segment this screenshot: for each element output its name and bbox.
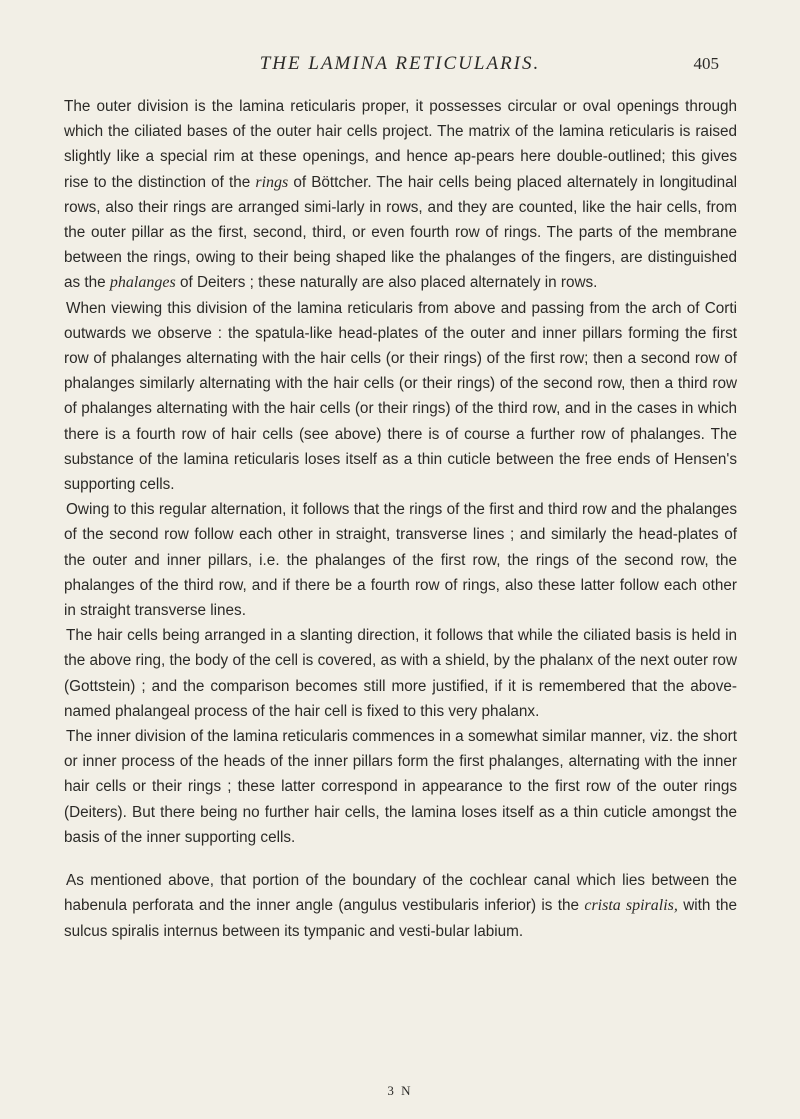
paragraph-6-text-b: with the sulcus spiralis internus between its tympanic and vesti-bular labium. <box>64 897 738 940</box>
paragraph-1-text-b: of Böttcher. The hair cells being placed alternately in longitudinal rows, also their rings are arranged simi-larly in rows, and they are counted, like the hair cells, from the outer pillar as the first, second, third, or even fourth row of rings. The parts of the membrane between the rings, owing to their being shaped like the phalanges of the fingers, are distinguished as the <box>64 173 737 292</box>
paragraph-2: When viewing this division of the lamina reticularis from above and passing from the arch of Corti outwards we observe : the spatula-like head-plates of the outer and inner pillars forming the first row of phalanges alternating with the hair cells (or their rings) of the first row; then a second row of phalanges similarly alternating with the hair cells (or their rings) of the second row, then a third row of phalanges alternating with the hair cells (or their rings) of the third row, and in the cases in which there is a fourth row of hair cells (see above) there is of course a further row of phalanges. The substance of the lamina reticularis loses itself as a thin cuticle between the free ends of Hensen's supporting cells. <box>64 299 737 494</box>
printer-signature: 3 N <box>387 1083 413 1098</box>
paragraph-1 <box>64 94 737 296</box>
term-crista-spiralis: crista spiralis, <box>584 897 678 915</box>
term-rings: rings <box>255 173 289 191</box>
paragraph-1-text-a: The outer division is the lamina reticularis proper, it possesses circular or oval openings through which the ciliated bases of the outer hair cells project. The matrix of the lamina reticularis is raised slightly like a special rim at these openings, and hence ap-pears here double-outlined; this gives rise to the distinction of the <box>64 98 737 191</box>
body-text <box>64 94 737 944</box>
page-header <box>0 51 800 81</box>
paragraph-5: The inner division of the lamina reticularis commences in a somewhat similar manner, viz. the short or inner process of the heads of the inner pillars form the first phalanges, alternating with the inner hair cells or their rings ; these latter correspond in appearance to the first row of the outer rings (Deiters). But there being no further hair cells, the lamina loses itself as a thin cuticle amongst the basis of the inner supporting cells. <box>64 728 737 846</box>
paragraph-4: The hair cells being arranged in a slanting direction, it follows that while the ciliated basis is held in the above ring, the body of the cell is covered, as with a shield, by the phalanx of the next outer row (Gottstein) ; and the comparison becomes still more justified, if it is remembered that the above-named phalangeal process of the hair cell is fixed to this very phalanx. <box>64 627 737 720</box>
page-number: 405 <box>693 54 719 73</box>
paragraph-6-text-a: As mentioned above, that portion of the boundary of the cochlear canal which lies between the habenula perforata and the inner angle (angulus vestibularis inferior) is the <box>64 872 737 915</box>
paragraph-6 <box>64 868 737 944</box>
paragraph-1-text-c: of Deiters ; these naturally are also placed alternately in rows. <box>175 274 598 292</box>
term-phalanges: phalanges <box>109 274 176 292</box>
running-title: THE LAMINA RETICULARIS. <box>259 53 541 74</box>
paragraph-3: Owing to this regular alternation, it follows that the rings of the first and third row and the phalanges of the second row follow each other in straight, transverse lines ; and similarly the head-plates of the outer and inner pillars, i.e. the phalanges of the first row, the rings of the second row, the phalanges of the third row, and if there be a fourth row of rings, also these latter follow each other in straight transverse lines. <box>64 501 737 620</box>
